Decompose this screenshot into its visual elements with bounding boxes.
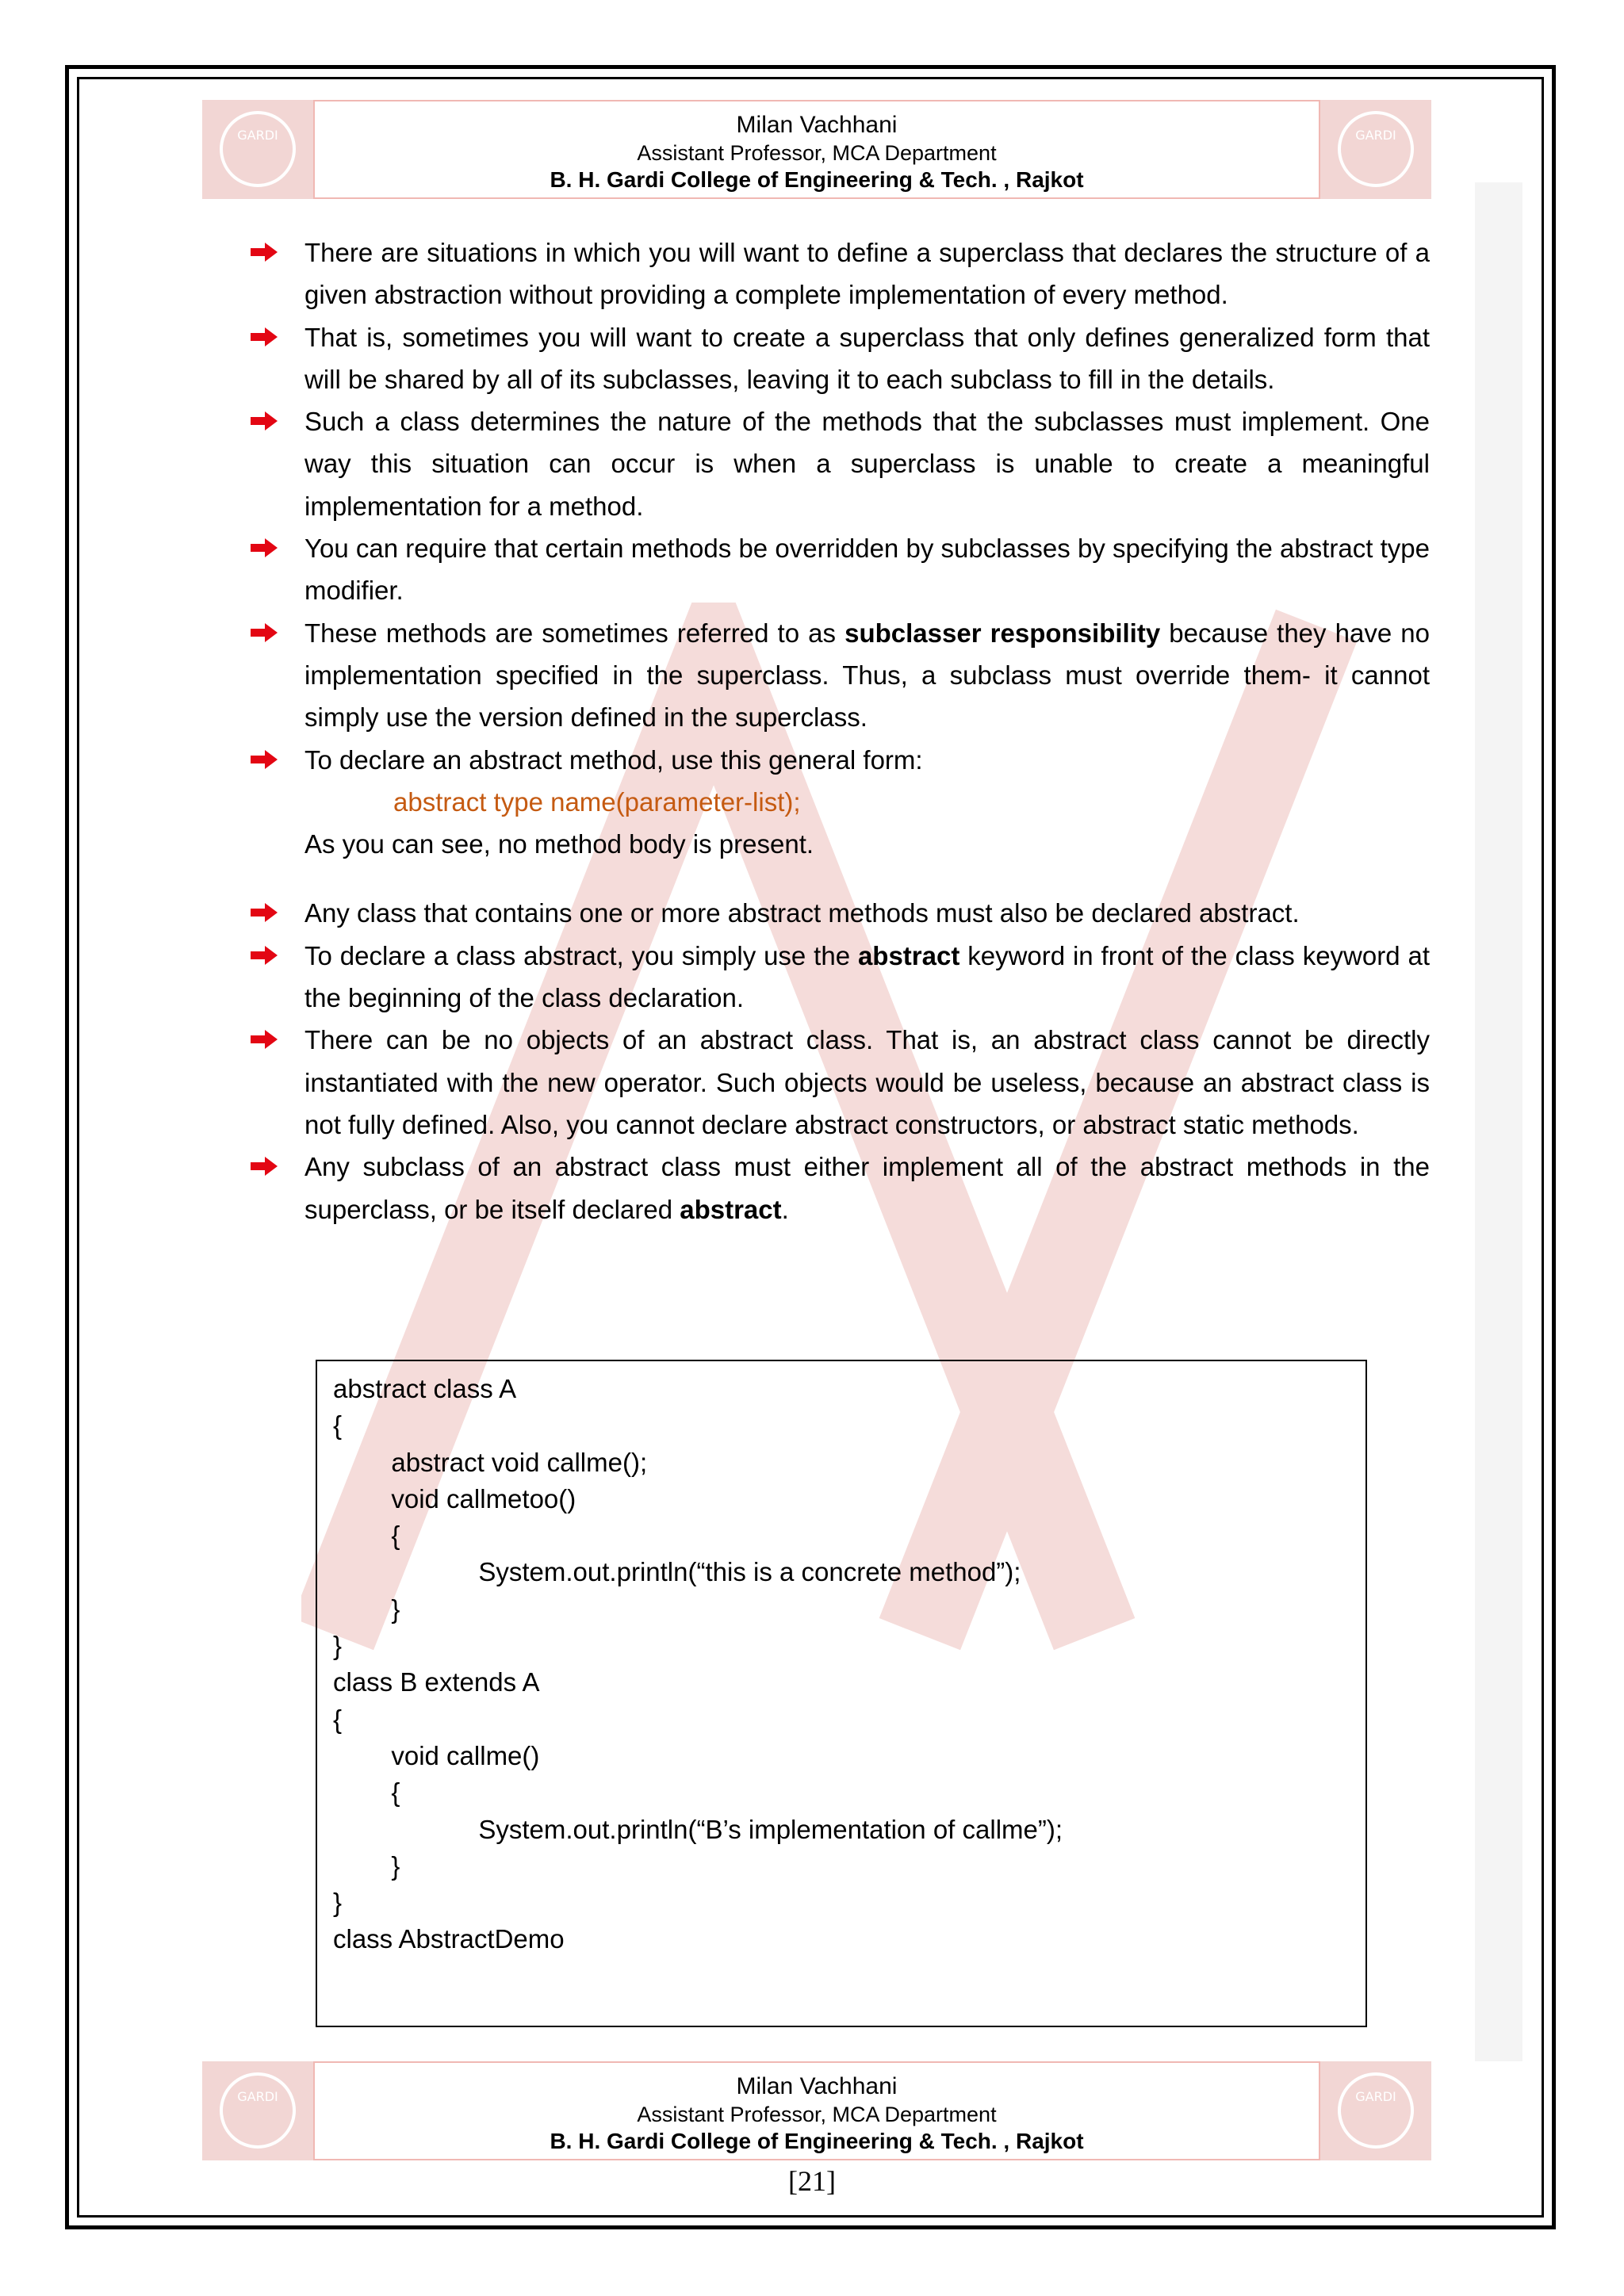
list-item: To declare a class abstract, you simply use the abstract keyword in front of the class keyword at the beginning of the class declaration. xyxy=(251,935,1430,1020)
no-body-note: As you can see, no method body is present. xyxy=(304,829,814,859)
code-line: abstract class A xyxy=(333,1374,517,1403)
page-number: [21] xyxy=(788,2165,836,2197)
code-line: } xyxy=(333,1594,400,1624)
college-logo-right xyxy=(1320,2061,1431,2160)
college-logo-left xyxy=(202,100,313,199)
arrow-bullet-icon xyxy=(251,538,278,557)
arrow-bullet-icon xyxy=(251,1030,278,1049)
college-name: B. H. Gardi College of Engineering & Tech. , Rajkot xyxy=(550,2129,1084,2153)
code-line: } xyxy=(333,1888,343,1918)
code-line: void callmetoo() xyxy=(333,1483,576,1513)
svg-text:GARDI: GARDI xyxy=(237,128,278,143)
list-item: There are situations in which you will want to define a superclass that declares the structure of a given abstraction without providing a complete implementation of every method. xyxy=(251,232,1430,316)
code-line: { xyxy=(333,1521,400,1551)
arrow-bullet-icon xyxy=(251,750,278,769)
college-name: B. H. Gardi College of Engineering & Tech. , Rajkot xyxy=(550,167,1084,192)
code-line: void callme() xyxy=(333,1740,540,1770)
margin-shade xyxy=(1475,182,1522,2061)
code-example xyxy=(316,1360,1367,2027)
arrow-bullet-icon xyxy=(251,946,278,965)
code-line: } xyxy=(333,1850,400,1881)
college-logo-right xyxy=(1320,100,1431,199)
footer-banner xyxy=(202,2061,1431,2160)
list-item: Any subclass of an abstract class must either implement all of the abstract methods in the superclass, or be itself declared abstract. xyxy=(251,1146,1430,1230)
arrow-bullet-icon xyxy=(251,327,278,346)
svg-text:GARDI: GARDI xyxy=(1355,128,1396,143)
arrow-bullet-icon xyxy=(251,1157,278,1176)
author-role: Assistant Professor, MCA Department xyxy=(637,141,997,165)
code-line: } xyxy=(333,1631,343,1661)
list-item: You can require that certain methods be overridden by subclasses by specifying the abstract type modifier. xyxy=(251,527,1430,612)
code-line: { xyxy=(333,1704,343,1734)
college-logo-left xyxy=(202,2061,313,2160)
svg-text:GARDI: GARDI xyxy=(1355,2089,1396,2104)
list-item: There can be no objects of an abstract class. That is, an abstract class cannot be directly instantiated with the new operator. Such objects would be useless, because an abstract class is not fully defined. Also, you cannot declare abstract constructors, or abstract static methods. xyxy=(251,1019,1430,1146)
list-item: That is, sometimes you will want to create a superclass that only defines generalized form that will be shared by all of its subclasses, leaving it to each subclass to fill in the details. xyxy=(251,316,1430,401)
author-name: Milan Vachhani xyxy=(736,112,898,138)
header-text-box xyxy=(313,100,1320,199)
arrow-bullet-icon xyxy=(251,903,278,922)
code-line: { xyxy=(333,1410,343,1441)
body-text xyxy=(251,232,1430,1230)
arrow-bullet-icon xyxy=(251,411,278,430)
code-line: abstract void callme(); xyxy=(333,1447,648,1477)
author-name: Milan Vachhani xyxy=(736,2073,898,2099)
arrow-bullet-icon xyxy=(251,243,278,262)
header-banner xyxy=(202,100,1431,199)
list-item: Any class that contains one or more abstract methods must also be declared abstract. xyxy=(251,892,1430,934)
arrow-bullet-icon xyxy=(251,623,278,642)
code-line: System.out.println(“this is a concrete method”); xyxy=(333,1557,1021,1587)
list-item: To declare an abstract method, use this general form: xyxy=(251,739,1430,781)
list-item: Such a class determines the nature of the methods that the subclasses must implement. One way this situation can occur is when a superclass is unable to create a meaningful implementation for a method. xyxy=(251,400,1430,527)
code-line: { xyxy=(333,1777,400,1808)
svg-text:GARDI: GARDI xyxy=(237,2089,278,2104)
list-item: These methods are sometimes referred to as subclasser responsibility because they have no implementation specified in the superclass. Thus, a subclass must override them- it cannot simply use the version defined in the superclass. xyxy=(251,612,1430,739)
code-line: class AbstractDemo xyxy=(333,1924,565,1954)
footer-text-box xyxy=(313,2061,1320,2160)
general-form-syntax: abstract type name(parameter-list); xyxy=(393,786,801,817)
code-line: System.out.println(“B’s implementation of callme”); xyxy=(333,1814,1063,1844)
code-line: class B extends A xyxy=(333,1667,540,1697)
author-role: Assistant Professor, MCA Department xyxy=(637,2103,997,2126)
